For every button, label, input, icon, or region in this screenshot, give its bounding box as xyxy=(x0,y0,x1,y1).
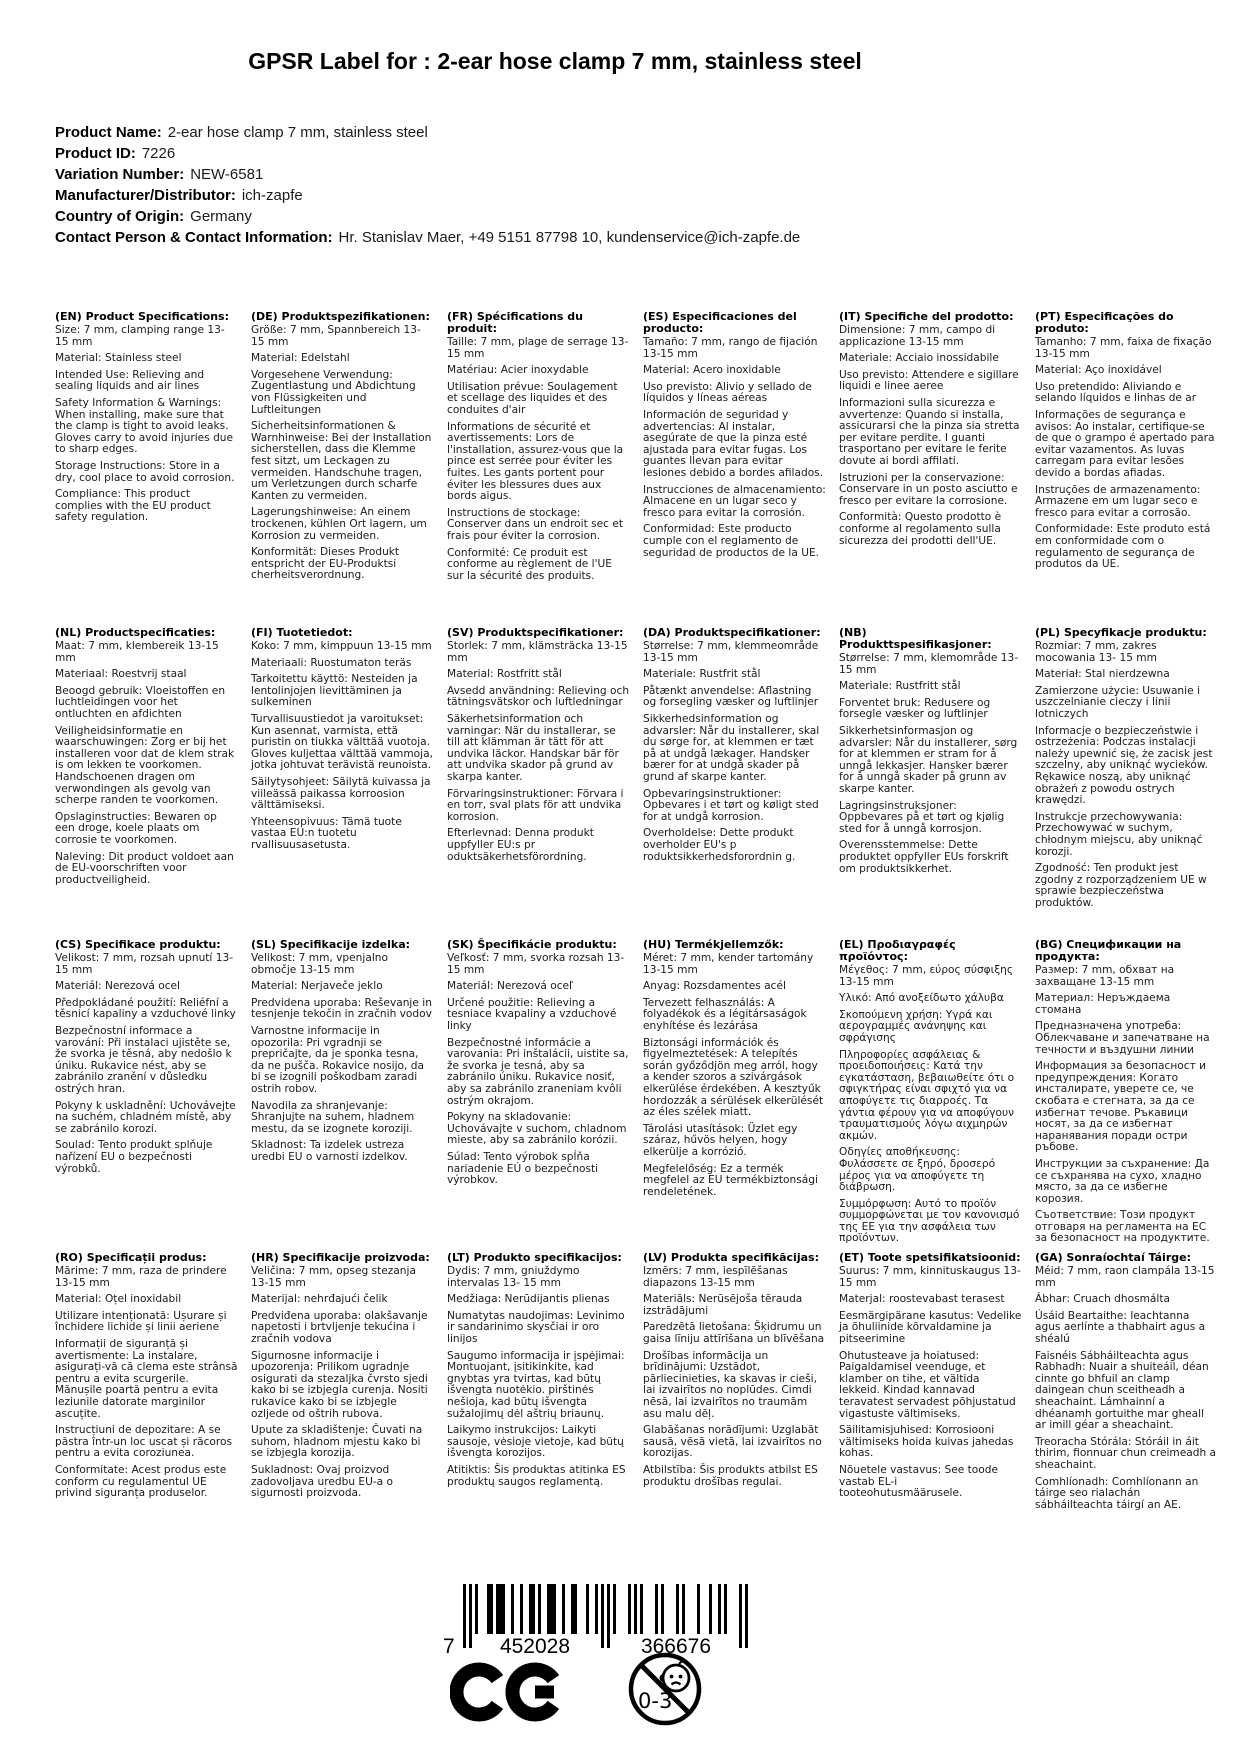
spec-paragraph: Utilizare intenționată: Ușurare și închidere lichide și linii aeriene xyxy=(55,1309,227,1334)
spec-paragraph: Material: Oțel inoxidabil xyxy=(55,1293,182,1306)
spec-heading: (NB) Produkttspesifikasjoner: xyxy=(839,626,992,651)
spec-paragraph: Storage Instructions: Store in a dry, cool place to avoid corrosion. xyxy=(55,459,235,484)
spec-paragraph: Predviđena uporaba: olakšavanje napetosti i brtvljenje tekućina i zračnih vodova xyxy=(251,1309,428,1345)
spec-paragraph: Συμμόρφωση: Αυτό το προϊόν συμμορφώνεται με τον κανονισμό της ΕΕ για την ασφάλεια των προϊόντων. xyxy=(839,1197,1020,1245)
spec-paragraph: Conformité: Ce produit est conforme au règlement de l'UE sur la sécurité des produits. xyxy=(447,546,612,582)
spec-paragraph: Информация за безопасност и предупреждения: Когато инсталирате, уверете се, че скобата е стегната, за да се избегнат течове. Ръкавици носят, за да се избегнат наранявания поради остри ръбове. xyxy=(1035,1060,1206,1154)
spec-paragraph: Size: 7 mm, clamping range 13-15 mm xyxy=(55,324,225,348)
spec-cell-ro xyxy=(55,1252,238,1505)
spec-paragraph: Informations de sécurité et avertissements: Lors de l'installation, assurez-vous que la pince est serrée pour éviter les fuites. Les gants portent pour éviter les blessures dues aux bords aigus. xyxy=(447,420,624,503)
product-info-line xyxy=(55,206,1155,227)
spec-paragraph: Sukladnost: Ovaj proizvod zadovoljava uredbu EU-a o sigurnosti proizvoda. xyxy=(251,1463,394,1500)
spec-paragraph: Размер: 7 mm, обхват на захващане 13-15 mm xyxy=(1035,964,1175,988)
spec-cell-sv xyxy=(447,627,630,868)
spec-heading: (FI) Tuotetiedot: xyxy=(251,626,353,639)
spec-heading: (CS) Specifikace produktu: xyxy=(55,938,221,951)
spec-row-2 xyxy=(55,627,1221,914)
product-info-label: Manufacturer/Distributor: xyxy=(55,187,236,204)
spec-paragraph: Materiāls: Nerūsējoša tērauda izstrādājumi xyxy=(643,1293,803,1317)
spec-cell-hr xyxy=(251,1252,434,1505)
spec-paragraph: Förvaringsinstruktioner: Förvara i en torr, sval plats för att undvika korrosion. xyxy=(447,787,624,823)
product-info-value: NEW-6581 xyxy=(190,166,264,183)
spec-paragraph: Určené použitie: Relieving a tesniace kvapaliny a vzduchové linky xyxy=(447,996,617,1032)
spec-paragraph: Anyag: Rozsdamentes acél xyxy=(643,980,786,993)
spec-paragraph: Zamierzone użycie: Usuwanie i uszczelnianie cieczy i linii lotniczych xyxy=(1035,684,1200,720)
product-info-value: ich-zapfe xyxy=(241,187,303,204)
product-info-value: 7226 xyxy=(141,145,176,162)
spec-cell-pl xyxy=(1035,627,1218,914)
spec-paragraph: Lagerungshinweise: An einem trockenen, kühlen Ort lagern, um Korrosion zu vermeiden. xyxy=(251,506,427,542)
spec-heading: (SV) Produktspecifikationer: xyxy=(447,626,624,639)
spec-paragraph: Μέγεθος: 7 mm, εύρος σύσφιξης 13-15 mm xyxy=(839,964,1014,988)
spec-paragraph: Veľkosť: 7 mm, svorka rozsah 13-15 mm xyxy=(447,952,625,976)
spec-paragraph: Suurus: 7 mm, kinnituskaugus 13-15 mm xyxy=(839,1265,1021,1289)
spec-paragraph: Yhteensopivuus: Tämä tuote vastaa EU:n tuotetu rvallisuusasetusta. xyxy=(251,815,402,851)
age-warning-0-3-icon xyxy=(626,1650,704,1728)
spec-paragraph: Rozmiar: 7 mm, zakres mocowania 13- 15 mm xyxy=(1035,640,1157,664)
spec-paragraph: Laikymo instrukcijos: Laikyti sausoje, vėsioje vietoje, kad būtų išvengta korozijos. xyxy=(447,1424,624,1460)
spec-paragraph: Bezpečnostné informácie a varovania: Pri inštalácii, uistite sa, že svorka je tesná, aby sa zabránilo úniku. Rukavice nosiť, aby sa zabránilo zraneniam kvôli ostrým okrajom. xyxy=(447,1036,629,1107)
spec-cell-nl xyxy=(55,627,238,891)
spec-paragraph: Uso previsto: Alivio y sellado de líquidos y líneas aéreas xyxy=(643,380,812,405)
spec-cell-es xyxy=(643,311,826,564)
spec-cell-lv xyxy=(643,1252,826,1493)
spec-paragraph: Velikost: 7 mm, rozsah upnutí 13-15 mm xyxy=(55,952,234,976)
spec-paragraph: Conformidad: Este producto cumple con el reglamento de seguridad de productos de la UE. xyxy=(643,523,820,559)
spec-paragraph: Paredzētā lietošana: Šķidrumu un gaisa līniju attīrīšana un blīvēšana xyxy=(643,1321,825,1345)
spec-cell-de xyxy=(251,311,434,587)
spec-paragraph: Istruzioni per la conservazione: Conservare in un posto asciutto e fresco per evitare la corrosione. xyxy=(839,471,1018,507)
product-info-label: Product Name: xyxy=(55,124,162,141)
spec-paragraph: Saugumo informacija ir įspėjimai: Montuojant, įsitikinkite, kad gnybtas yra tvirtas, kad būtų išvengta nuotėkio. pirštinės nešioja, kad būtų išvengta sužalojimų dėl aštrių briaunų. xyxy=(447,1349,625,1420)
spec-paragraph: Utilisation prévue: Soulagement et scellage des liquides et des conduites d'air xyxy=(447,380,618,416)
spec-cell-pt xyxy=(1035,311,1218,576)
spec-paragraph: Instruções de armazenamento: Armazene em um lugar seco e fresco para evitar a corrosão. xyxy=(1035,483,1201,519)
spec-paragraph: Säilytysohjeet: Säilytä kuivassa ja viileässä paikassa korroosion välttämiseksi. xyxy=(251,775,431,812)
spec-paragraph: Størrelse: 7 mm, klemområde 13-15 mm xyxy=(839,652,1019,676)
spec-paragraph: Storlek: 7 mm, klämsträcka 13-15 mm xyxy=(447,640,628,664)
spec-paragraph: Comhlíonadh: Comhlíonann an táirge seo rialachán sábháilteachta táirgí an AE. xyxy=(1035,1475,1199,1511)
spec-paragraph: Conformidade: Este produto está em conformidade com o regulamento de segurança de produtos da UE. xyxy=(1035,523,1211,571)
spec-paragraph: Maat: 7 mm, klembereik 13-15 mm xyxy=(55,640,219,664)
spec-paragraph: Mărime: 7 mm, raza de prindere 13-15 mm xyxy=(55,1265,227,1289)
spec-heading: (PT) Especificações do produto: xyxy=(1035,310,1174,335)
spec-paragraph: Navodila za shranjevanje: Shranjujte na suhem, hladnem mestu, da se izognete koroziji. xyxy=(251,1099,415,1135)
spec-paragraph: Opslaginstructies: Bewaren op een droge, koele plaats om corrosie te voorkomen. xyxy=(55,810,217,846)
spec-paragraph: Treoracha Stórála: Stóráil in áit thirim, fionnuar chun creimeadh a sheachaint. xyxy=(1035,1435,1217,1471)
spec-paragraph: Turvallisuustiedot ja varoitukset: Kun asennat, varmista, että puristin on tiukka välttää vuotoja. Gloves kuljettaa välttää vammoja, jotka johtuvat terävistä reunoista. xyxy=(251,712,433,772)
spec-paragraph: Größe: 7 mm, Spannbereich 13-15 mm xyxy=(251,324,421,348)
spec-cell-sk xyxy=(447,939,630,1192)
spec-paragraph: Οδηγίες αποθήκευσης: Φυλάσσετε σε ξηρό, δροσερό μέρος για να αποφύγετε τη διάβρωση. xyxy=(839,1146,996,1194)
spec-cell-sl xyxy=(251,939,434,1169)
spec-paragraph: Vorgesehene Verwendung: Zugentlastung und Abdichtung von Flüssigkeiten und Luftleitungen xyxy=(251,368,416,416)
spec-heading: (HR) Specifikacije proizvoda: xyxy=(251,1251,430,1264)
spec-cell-el xyxy=(839,939,1022,1250)
spec-paragraph: Materiaali: Ruostumaton teräs xyxy=(251,656,412,669)
spec-paragraph: Overensstemmelse: Dette produktet oppfyller EUs forskrift om produktsikkerhet. xyxy=(839,839,1009,875)
spec-paragraph: Instrucțiuni de depozitare: A se păstra într-un loc uscat și răcoros pentru a evita coroziunea. xyxy=(55,1424,233,1460)
spec-paragraph: Tarkoitettu käyttö: Nesteiden ja lentolinjojen lievittäminen ja sulkeminen xyxy=(251,673,418,709)
spec-paragraph: Veličina: 7 mm, opseg stezanja 13-15 mm xyxy=(251,1265,416,1289)
spec-paragraph: Koko: 7 mm, kimppuun 13-15 mm xyxy=(251,640,432,652)
spec-paragraph: Efterlevnad: Denna produkt uppfyller EU:s pr oduktsäkerhetsförordning. xyxy=(447,827,594,863)
spec-heading: (SK) Špecifikácie produktu: xyxy=(447,938,617,951)
spec-paragraph: Biztonsági információk és figyelmeztetések: A telepítés során győződjön meg arról, hogy a kender szoros a szivárgások elkerülése érdekében. A kesztyűk hordozzák a sérülések elkerülését az éles szélek miatt. xyxy=(643,1036,824,1119)
spec-paragraph: Konformität: Dieses Produkt entspricht der EU-Produktsi cherheitsverordnung. xyxy=(251,546,400,582)
spec-paragraph: Medžiaga: Nerūdijantis plienas xyxy=(447,1293,610,1306)
ean13-barcode xyxy=(437,1582,767,1662)
spec-paragraph: Предназначена употреба: Облекчаване и запечатване на течности и въздушни линии xyxy=(1035,1020,1210,1056)
spec-cell-lt xyxy=(447,1252,630,1493)
spec-paragraph: Soulad: Tento produkt splňuje nařízení EU o bezpečnosti výrobků. xyxy=(55,1139,213,1175)
spec-paragraph: Sikkerhetsinformasjon og advarsler: Når du installerer, sørg for at klemmen er stram for å unngå lekkasjer. Hansker bærer for å unngå skader på grunn av skarpe kanter. xyxy=(839,724,1018,795)
spec-paragraph: Materiaal: Roestvrij staal xyxy=(55,668,187,681)
product-info-line xyxy=(55,164,1155,185)
product-info-line xyxy=(55,227,1155,248)
spec-paragraph: Instrucciones de almacenamiento: Almacene en un lugar seco y fresco para evitar la corrosión. xyxy=(643,483,826,519)
spec-paragraph: Súlad: Tento výrobok spĺňa nariadenie EÚ o bezpečnosti výrobkov. xyxy=(447,1150,599,1187)
spec-heading: (SL) Specifikacije izdelka: xyxy=(251,938,411,951)
spec-paragraph: Materiale: Rustfritt stål xyxy=(839,680,961,693)
product-info-label: Variation Number: xyxy=(55,166,185,183)
spec-heading: (RO) Specificații produs: xyxy=(55,1251,207,1264)
product-info-value: 2-ear hose clamp 7 mm, stainless steel xyxy=(167,124,428,141)
spec-paragraph: Material: Edelstahl xyxy=(251,352,350,365)
spec-paragraph: Инструкции за съхранение: Да се съхранява на сухо, хладно място, за да се избегне корозия. xyxy=(1035,1157,1210,1205)
spec-cell-en xyxy=(55,311,238,529)
spec-paragraph: Dimensione: 7 mm, campo di applicazione 13-15 mm xyxy=(839,324,996,348)
spec-cell-nb xyxy=(839,627,1022,880)
spec-row-1 xyxy=(55,311,1221,587)
spec-paragraph: Conformità: Questo prodotto è conforme al regolamento sulla sicurezza dei prodotti dell'UE. xyxy=(839,511,1002,547)
spec-paragraph: Uso previsto: Attendere e sigillare liquidi e linee aeree xyxy=(839,368,1019,393)
spec-paragraph: Eesmärgipärane kasutus: Vedelike ja õhuliinide kõrvaldamine ja pitseerimine xyxy=(839,1309,1022,1345)
spec-paragraph: Dydis: 7 mm, gniuždymo intervalas 13- 15 mm xyxy=(447,1265,580,1289)
spec-paragraph: Naleving: Dit product voldoet aan de EU-voorschriften voor productveiligheid. xyxy=(55,850,234,886)
spec-paragraph: Forventet bruk: Redusere og forsegle væsker og luftlinjer xyxy=(839,696,991,721)
product-info-label: Product ID: xyxy=(55,145,136,162)
spec-paragraph: Velikost: 7 mm, vpenjalno območje 13-15 mm xyxy=(251,952,388,976)
spec-heading: (DA) Produktspecifikationer: xyxy=(643,626,821,639)
spec-paragraph: Glabāšanas norādījumi: Uzglabāt sausā, vēsā vietā, lai izvairītos no korozijas. xyxy=(643,1424,822,1460)
spec-paragraph: Materijal: nehrđajući čelik xyxy=(251,1293,388,1306)
spec-paragraph: Zgodność: Ten produkt jest zgodny z rozporządzeniem UE w sprawie bezpieczeństwa produktów. xyxy=(1035,862,1207,909)
spec-paragraph: Materiał: Stal nierdzewna xyxy=(1035,668,1170,681)
spec-heading: (DE) Produktspezifikationen: xyxy=(251,310,430,323)
spec-heading: (PL) Specyfikacje produktu: xyxy=(1035,626,1207,639)
spec-heading: (LV) Produkta specifikācijas: xyxy=(643,1251,819,1264)
spec-paragraph: Nõuetele vastavus: See toode vastab EL-i tooteohutusmäärusele. xyxy=(839,1463,998,1500)
spec-paragraph: Faisnéis Sábháilteachta agus Rabhadh: Nuair a shuiteáil, déan cinnte go bhfuil an clamp daingean chun sceitheadh a sheachaint. Lámhainní a dhéanamh gortuithe mar gheall ar imill géar a sheachaint. xyxy=(1035,1349,1209,1432)
spec-heading: (LT) Produkto specifikacijos: xyxy=(447,1251,622,1264)
spec-paragraph: Instrukcje przechowywania: Przechowywać w suchym, chłodnym miejscu, aby uniknąć korozji. xyxy=(1035,810,1203,858)
spec-paragraph: Drošības informācija un brīdinājumi: Uzstādot, pārliecinieties, ka skavas ir cieši, lai izvairītos no noplūdes. Cimdi nēsā, lai izvairītos no traumām asu malu dēļ. xyxy=(643,1349,817,1420)
spec-paragraph: Materiál: Nerezová ocel xyxy=(55,980,180,993)
spec-heading: (IT) Specifiche del prodotto: xyxy=(839,310,1014,323)
spec-paragraph: Sicherheitsinformationen & Warnhinweise: Bei der Installation sicherstellen, dass die Klemme fest sitzt, um Leckagen zu vermeiden. Handschuhe tragen, um Verletzungen durch scharfe Kanten zu vermeiden. xyxy=(251,420,432,502)
barcode-right-group: 366676 xyxy=(640,1635,712,1658)
spec-paragraph: Tamanho: 7 mm, faixa de fixação 13-15 mm xyxy=(1035,336,1212,360)
spec-paragraph: Material: Acero inoxidable xyxy=(643,364,781,377)
spec-paragraph: Съответствие: Този продукт отговаря на регламента на ЕС за безопасност на продуктите. xyxy=(1035,1209,1210,1245)
spec-paragraph: Compliance: This product complies with the EU product safety regulation. xyxy=(55,488,211,524)
product-info-line xyxy=(55,122,1155,143)
spec-paragraph: Informacje o bezpieczeństwie i ostrzeżenia: Podczas instalacji należy upewnić się, że zacisk jest szczelny, aby uniknąć wycieków. Rękawice noszą, aby uniknąć obrażeń z powodu ostrych krawędzi. xyxy=(1035,724,1213,807)
product-info-value: Germany xyxy=(190,208,252,225)
spec-paragraph: Taille: 7 mm, plage de serrage 13-15 mm xyxy=(447,336,629,360)
spec-heading: (GA) Sonraíochtaí Táirge: xyxy=(1035,1251,1191,1264)
spec-paragraph: Materiale: Rustfrit stål xyxy=(643,668,761,681)
age-warning-label: 0-3 xyxy=(638,1689,673,1713)
spec-paragraph: Material: Rostfritt stål xyxy=(447,668,562,681)
spec-paragraph: Avsedd användning: Relieving och tätningsvätskor och luftledningar xyxy=(447,684,630,709)
spec-paragraph: Předpokládané použití: Reliéfní a těsnicí kapaliny a vzduchové linky xyxy=(55,996,236,1021)
spec-paragraph: Pokyny na skladovanie: Uchovávajte v suchom, chladnom mieste, aby sa zabránilo korózii. xyxy=(447,1111,627,1147)
spec-heading: (ET) Toote spetsifikatsioonid: xyxy=(839,1251,1021,1264)
spec-paragraph: Safety Information & Warnings: When installing, make sure that the clamp is tight to avoid leaks. Gloves carry to avoid injuries due to sharp edges. xyxy=(55,396,234,456)
spec-paragraph: Lagringsinstruksjoner: Oppbevares på et tørt og kjølig sted for å unngå korrosjon. xyxy=(839,799,1005,835)
spec-paragraph: Πληροφορίες ασφάλειας & προειδοποιήσεις: Κατά την εγκατάσταση, βεβαιωθείτε ότι ο σφιγκτήρας είναι σφιχτό για να αποφύγετε τις διαρροές. Τα γάντια φέρουν για να αποφύγουν τραυματισμούς λόγω αιχμηρών ακμών. xyxy=(839,1048,1015,1142)
spec-paragraph: Υλικό: Από ανοξείδωτο χάλυβα xyxy=(839,992,1004,1005)
spec-paragraph: Úsáid Beartaithe: leachtanna agus aerlínte a thabhairt agus a shéalú xyxy=(1035,1309,1206,1345)
spec-paragraph: Conformitate: Acest produs este conform cu regulamentul UE privind siguranța produselor. xyxy=(55,1463,227,1500)
spec-paragraph: Méid: 7 mm, raon clampála 13-15 mm xyxy=(1035,1265,1215,1289)
spec-paragraph: Material: Nerjaveče jeklo xyxy=(251,980,383,993)
spec-cell-bg xyxy=(1035,939,1218,1250)
spec-paragraph: Uso pretendido: Aliviando e selando líquidos e linhas de ar xyxy=(1035,380,1197,405)
ce-mark-icon xyxy=(450,1660,570,1724)
spec-paragraph: Sigurnosne informacije i upozorenja: Prilikom ugradnje osigurati da stezaljka čvrsto sjedi kako bi se izbjegla curenja. Nositi rukavice kako bi se izbjegle ozljede od oštrih rubova. xyxy=(251,1349,428,1420)
spec-paragraph: Instructions de stockage: Conserver dans un endroit sec et frais pour éviter la corrosion. xyxy=(447,506,624,542)
spec-cell-da xyxy=(643,627,826,868)
product-info-block xyxy=(55,122,1155,248)
spec-paragraph: Méret: 7 mm, kender tartomány 13-15 mm xyxy=(643,952,814,976)
spec-paragraph: Bezpečnostní informace a varování: Při instalaci ujistěte se, že svorka je těsná, aby nedošlo k úniku. Rukavice nést, aby se zabránilo zranění v důsledku ostrých hran. xyxy=(55,1024,232,1095)
spec-paragraph: Materjal: roostevabast terasest xyxy=(839,1293,1005,1306)
spec-cell-cs xyxy=(55,939,238,1180)
spec-cell-fi xyxy=(251,627,434,857)
spec-paragraph: Información de seguridad y advertencias: Al instalar, asegúrate de que la pinza esté ajustada para evitar fugas. Los guantes llevan para evitar lesiones debido a bordes afilados. xyxy=(643,408,824,479)
spec-heading: (EL) Προδιαγραφές προϊόντος: xyxy=(839,938,956,963)
spec-cell-it xyxy=(839,311,1022,552)
spec-paragraph: Opbevaringsinstruktioner: Opbevares i et tørt og køligt sted for at undgå korrosion. xyxy=(643,787,819,823)
spec-paragraph: Izmērs: 7 mm, iespīlēšanas diapazons 13-15 mm xyxy=(643,1265,788,1289)
spec-paragraph: Atitiktis: Šis produktas atitinka ES produktų saugos reglamentą. xyxy=(447,1463,626,1488)
product-info-value: Hr. Stanislav Maer, +49 5151 87798 10, kundenservice@ich-zapfe.de xyxy=(338,229,801,246)
spec-paragraph: Material: Aço inoxidável xyxy=(1035,364,1162,377)
product-info-line xyxy=(55,143,1155,164)
page-title: GPSR Label for : 2-ear hose clamp 7 mm, stainless steel xyxy=(248,48,862,74)
spec-paragraph: Atbilstība: Šis produkts atbilst ES produktu drošības regulai. xyxy=(643,1463,818,1488)
spec-paragraph: Megfelelőség: Ez a termék megfelel az EU termékbiztonsági rendeletének. xyxy=(643,1162,818,1198)
spec-cell-fr xyxy=(447,311,630,587)
barcode-left-group: 452028 xyxy=(499,1635,571,1658)
spec-row-4 xyxy=(55,1252,1221,1516)
spec-paragraph: Informazioni sulla sicurezza e avvertenze: Quando si installa, assicurarsi che la pinza sia stretta per evitare perdite. I guanti trasportano per evitare le ferite dovute ai bordi affilati. xyxy=(839,396,1020,467)
spec-paragraph: Veiligheidsinformatie en waarschuwingen: Zorg er bij het installeren voor dat de klem strak is om lekken te voorkomen. Handschoenen dragen om verwondingen als gevolg van scherpe randen te voorkomen. xyxy=(55,724,235,807)
spec-paragraph: Ábhar: Cruach dhosmálta xyxy=(1035,1293,1170,1306)
spec-paragraph: Material: Stainless steel xyxy=(55,352,182,365)
spec-paragraph: Overholdelse: Dette produkt overholder EU's p roduktsikkerhedsforordnin g. xyxy=(643,827,796,863)
spec-paragraph: Informații de siguranță și avertismente: La instalare, asigurați-vă că clema este strânsă pentru a evita scurgerile. Mănușile poartă pentru a evita leziunile datorate marginilor ascuțite. xyxy=(55,1337,238,1420)
spec-paragraph: Varnostne informacije in opozorila: Pri vgradnji se prepričajte, da je sponka tesna, da ne pušča. Rokavice nosijo, da bi se izognili poškodbam zaradi ostrih robov. xyxy=(251,1024,424,1095)
spec-cell-hu xyxy=(643,939,826,1203)
spec-heading: (HU) Termékjellemzők: xyxy=(643,938,784,951)
spec-row-3 xyxy=(55,939,1221,1250)
spec-paragraph: Materiál: Nerezová oceľ xyxy=(447,980,574,993)
spec-paragraph: Tervezett felhasználás: A folyadékok és a légitársaságok enyhítése és lezárása xyxy=(643,996,807,1032)
spec-heading: (ES) Especificaciones del producto: xyxy=(643,310,797,335)
spec-paragraph: Pokyny k uskladnění: Uchovávejte na suchém, chladném místě, aby se zabránilo korozi. xyxy=(55,1099,236,1135)
spec-paragraph: Skladnost: Ta izdelek ustreza uredbi EU o varnosti izdelkov. xyxy=(251,1139,408,1163)
spec-paragraph: Matériau: Acier inoxydable xyxy=(447,364,589,377)
spec-heading: (EN) Product Specifications: xyxy=(55,310,229,323)
spec-paragraph: Материал: Неръждаема стомана xyxy=(1035,992,1171,1016)
spec-paragraph: Tamaño: 7 mm, rango de fijación 13-15 mm xyxy=(643,336,818,360)
spec-paragraph: Påtænkt anvendelse: Aflastning og forsegling væsker og luftlinjer xyxy=(643,684,819,709)
spec-paragraph: Tárolási utasítások: Üzlet egy száraz, hűvös helyen, hogy elkerülje a korrózió. xyxy=(643,1122,798,1158)
spec-paragraph: Materiale: Acciaio inossidabile xyxy=(839,352,999,365)
spec-paragraph: Σκοπούμενη χρήση: Υγρά και αερογραμμές ανάνηψης και σφράγισης xyxy=(839,1008,993,1044)
spec-cell-ga xyxy=(1035,1252,1218,1516)
spec-paragraph: Beoogd gebruik: Vloeistoffen en luchtleidingen voor het ontluchten en afdichten xyxy=(55,684,226,720)
product-info-label: Contact Person & Contact Information: xyxy=(55,229,333,246)
spec-cell-et xyxy=(839,1252,1022,1505)
spec-heading: (NL) Productspecificaties: xyxy=(55,626,216,639)
spec-paragraph: Predvidena uporaba: Reševanje in tesnjenje tekočin in zračnih vodov xyxy=(251,996,432,1021)
spec-heading: (FR) Spécifications du produit: xyxy=(447,310,584,335)
spec-paragraph: Säkerhetsinformation och varningar: När du installerar, se till att klämman är tätt för att undvika läckor. Handskar bär för att undvika skador på grund av skarpa kanter. xyxy=(447,712,619,783)
spec-paragraph: Upute za skladištenje: Čuvati na suhom, hladnom mjestu kako bi se izbjegla korozija. xyxy=(251,1424,423,1460)
spec-paragraph: Sikkerhedsinformation og advarsler: Når du installerer, skal du sørge for, at klemmen er tæt på at undgå lækager. Handsker bærer for at undgå skader på grund af skarpe kanter. xyxy=(643,712,820,783)
product-info-label: Country of Origin: xyxy=(55,208,185,225)
spec-paragraph: Intended Use: Relieving and sealing liquids and air lines xyxy=(55,368,205,393)
spec-paragraph: Numatytas naudojimas: Levinimo ir sandarinimo skysčiai ir oro linijos xyxy=(447,1309,625,1345)
spec-heading: (BG) Спецификации на продукта: xyxy=(1035,938,1182,963)
spec-paragraph: Ohutusteave ja hoiatused: Paigaldamisel veenduge, et klamber on tihe, et vältida lekkeid. Kindad kannavad teravatest servadest põhjustatud vigastuste vältimiseks. xyxy=(839,1349,1016,1420)
spec-paragraph: Säilitamisjuhised: Korrosiooni vältimiseks hoida kuivas jahedas kohas. xyxy=(839,1424,1014,1460)
spec-paragraph: Størrelse: 7 mm, klemmeområde 13-15 mm xyxy=(643,640,819,664)
barcode-left-digit: 7 xyxy=(443,1635,455,1658)
product-info-line xyxy=(55,185,1155,206)
spec-paragraph: Informações de segurança e avisos: Ao instalar, certifique-se de que o grampo é apertado para evitar vazamentos. As luvas carregam para evitar lesões devido a bordas afiadas. xyxy=(1035,408,1215,479)
